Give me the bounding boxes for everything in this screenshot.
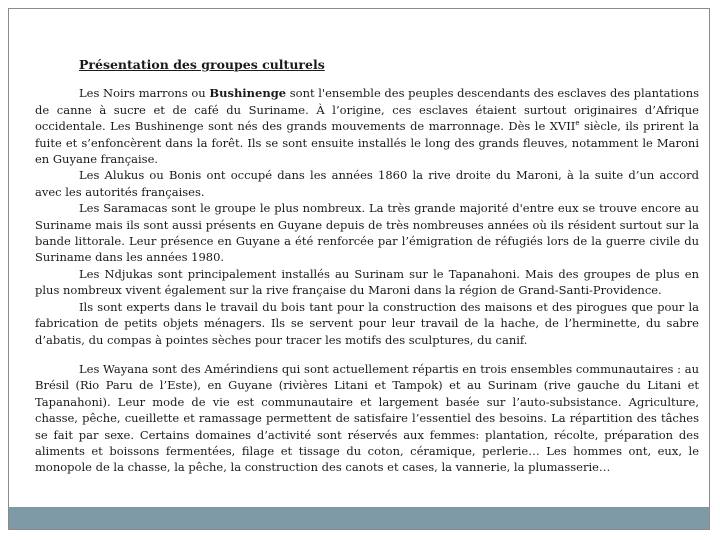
page-title: Présentation des groupes culturels [79, 57, 325, 72]
paragraph-woodwork: Ils sont experts dans le travail du bois tant pour la construction des maisons et des pirogues que pour la fabrication de petits objets ménagers. Ils se servent pour leur travail de la hache, de l’herminette, du sabre d’abatis, du compas à pointes sèches pour tracer les motifs des sculptures, du canif. [35, 299, 699, 347]
paragraph-ndjukas: Les Ndjukas sont principalement installés au Surinam sur le Tapanahoni. Mais des groupes de plus en plus nombreux vivent également sur la rive française du Maroni dans la région de Grand-Santi-Providence. [35, 266, 699, 298]
paragraph-bushinenge [35, 85, 699, 167]
paragraph-text: Les Noirs marrons ou [79, 86, 210, 101]
slide-frame [8, 8, 710, 530]
superscript: e [575, 119, 580, 128]
document-body [35, 57, 699, 476]
paragraph-wayana: Les Wayana sont des Amérindiens qui sont actuellement répartis en trois ensembles communautaires : au Brésil (Rio Paru de l’Este), en Guyane (rivières Litani et Tampok) et au Surinam (rive gauche du Litani et Tapanahoni). Leur mode de vie est communautaire et largement basée sur l’auto-subsistance. Agriculture, chasse, pêche, cueillette et ramassage permettent de satisfaire l’essentiel des besoins. La répartition des tâches se fait par sexe. Certains domaines d’activité sont réservés aux femmes: plantation, récolte, préparation des aliments et boissons fermentées, filage et tissage du coton, céramique, perlerie… Les hommes ont, eux, le monopole de la chasse, la pêche, la construction des canots et cases, la vannerie, la plumasserie… [35, 361, 699, 475]
paragraph-saramacas: Les Saramacas sont le groupe le plus nombreux. La très grande majorité d'entre eux se trouve encore au Suriname mais ils sont aussi présents en Guyane depuis de très nombreuses années où ils résident surtout sur la bande littorale. Leur présence en Guyane a été renforcée par l’émigration de réfugiés lors de la guerre civile du Suriname dans les années 1980. [35, 201, 699, 265]
paragraph-text: sont l'ensemble des peuples descendants des esclaves des plantations de canne à sucre et de café du Suriname. À l’origine, ces esclaves étaient surtout originaires d’Afrique occidentale. Les Bushinenge sont nés des grands mouvements de marronnage. Dès le XVII [35, 86, 699, 134]
paragraph-alukus: Les Alukus ou Bonis ont occupé dans les années 1860 la rive droite du Maroni, à la suite d’un accord avec les autorités françaises. [35, 168, 699, 199]
paragraph-text: siècle, ils prirent la fuite et s’enfoncèrent dans la forêt. Ils se sont ensuite installés le long des grands fleuves, notamment le Maroni en Guyane française. [35, 119, 700, 167]
bold-term: Bushinenge [209, 86, 287, 101]
footer-bar [9, 507, 709, 529]
paragraph-spacer [35, 348, 699, 361]
